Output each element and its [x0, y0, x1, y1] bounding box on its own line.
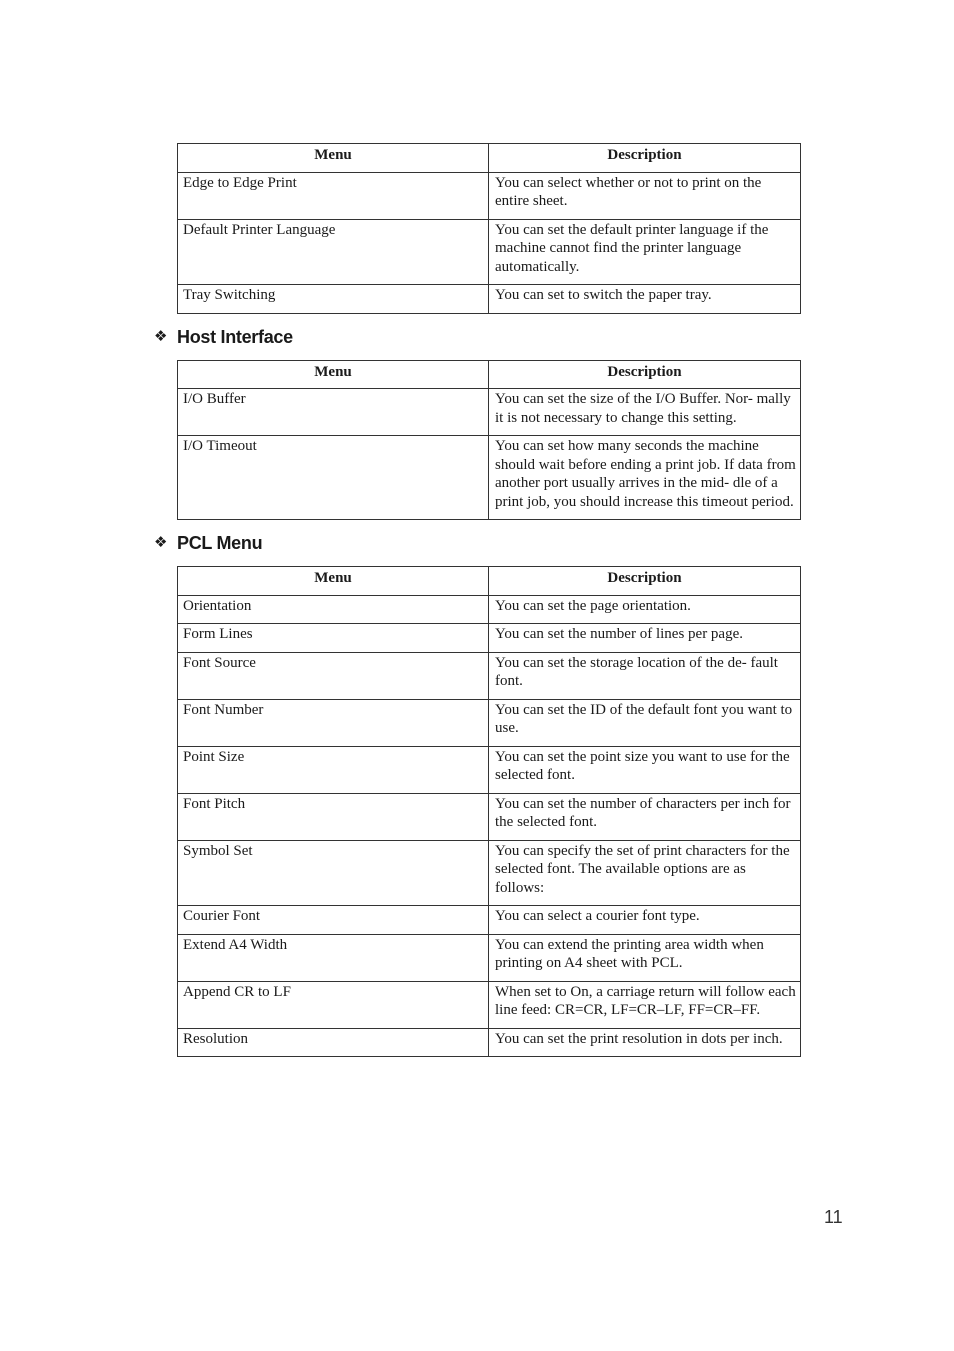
description-cell: You can select whether or not to print on the entire sheet.	[489, 172, 801, 219]
menu-cell: I/O Timeout	[178, 436, 489, 520]
table-header-row	[178, 567, 801, 596]
table-row	[178, 1028, 801, 1057]
table-row	[178, 285, 801, 314]
description-cell: You can set to switch the paper tray.	[489, 285, 801, 314]
description-cell: You can set the print resolution in dots per inch.	[489, 1028, 801, 1057]
page-number: 11	[824, 1207, 843, 1227]
menu-cell: Point Size	[178, 746, 489, 793]
pcl-menu-table	[177, 566, 801, 1057]
description-cell: When set to On, a carriage return will follow each line feed: CR=CR, LF=CR–LF, FF=CR–FF.	[489, 981, 801, 1028]
section-heading-pcl-menu	[154, 531, 800, 555]
section-heading-label: Host Interface	[177, 326, 293, 347]
menu-cell: Edge to Edge Print	[178, 172, 489, 219]
table-row	[178, 436, 801, 520]
table-row	[178, 172, 801, 219]
description-cell: You can set the number of characters per inch for the selected font.	[489, 793, 801, 840]
description-column-header: Description	[489, 567, 801, 596]
table-row	[178, 981, 801, 1028]
table-header-row	[178, 360, 801, 389]
diamond-bullet-icon: ❖	[154, 534, 168, 551]
menu-column-header: Menu	[178, 144, 489, 173]
description-cell: You can set the number of lines per page.	[489, 624, 801, 653]
host-interface-table	[177, 360, 801, 521]
table-row	[178, 219, 801, 285]
menu-cell: Courier Font	[178, 906, 489, 935]
table-row	[178, 934, 801, 981]
description-cell: You can specify the set of print characters for the selected font. The available options are as follows:	[489, 840, 801, 906]
document-page	[154, 143, 800, 1057]
description-cell: You can set the size of the I/O Buffer. Nor- mally it is not necessary to change this setting.	[489, 389, 801, 436]
diamond-bullet-icon: ❖	[154, 327, 168, 345]
description-cell: You can set the ID of the default font you want to use.	[489, 699, 801, 746]
table-row	[178, 840, 801, 906]
table-row	[178, 389, 801, 436]
table-row	[178, 624, 801, 653]
table-row	[178, 746, 801, 793]
menu-cell: I/O Buffer	[178, 389, 489, 436]
description-cell: You can extend the printing area width when printing on A4 sheet with PCL.	[489, 934, 801, 981]
menu-column-header: Menu	[178, 360, 489, 389]
menu-column-header: Menu	[178, 567, 489, 596]
menu-cell: Orientation	[178, 595, 489, 624]
section-heading-host-interface	[154, 325, 800, 349]
menu-cell: Form Lines	[178, 624, 489, 653]
printer-settings-table	[177, 143, 801, 314]
menu-cell: Font Pitch	[178, 793, 489, 840]
table-row	[178, 652, 801, 699]
description-cell: You can set the storage location of the de- fault font.	[489, 652, 801, 699]
description-cell: You can set the default printer language if the machine cannot find the printer language automatically.	[489, 219, 801, 285]
section-heading-label: PCL Menu	[177, 533, 263, 553]
menu-cell: Font Number	[178, 699, 489, 746]
description-cell: You can set the point size you want to use for the selected font.	[489, 746, 801, 793]
table-row	[178, 906, 801, 935]
menu-cell: Extend A4 Width	[178, 934, 489, 981]
description-column-header: Description	[489, 144, 801, 173]
description-cell: You can set how many seconds the machine should wait before ending a print job. If data from another port usually arrives in the mid- dle of a print job, you should increase this timeout period.	[489, 436, 801, 520]
table-header-row	[178, 144, 801, 173]
table-row	[178, 793, 801, 840]
menu-cell: Font Source	[178, 652, 489, 699]
table-row	[178, 699, 801, 746]
description-column-header: Description	[489, 360, 801, 389]
menu-cell: Tray Switching	[178, 285, 489, 314]
menu-cell: Symbol Set	[178, 840, 489, 906]
description-cell: You can set the page orientation.	[489, 595, 801, 624]
menu-cell: Resolution	[178, 1028, 489, 1057]
menu-cell: Append CR to LF	[178, 981, 489, 1028]
table-row	[178, 595, 801, 624]
menu-cell: Default Printer Language	[178, 219, 489, 285]
description-cell: You can select a courier font type.	[489, 906, 801, 935]
